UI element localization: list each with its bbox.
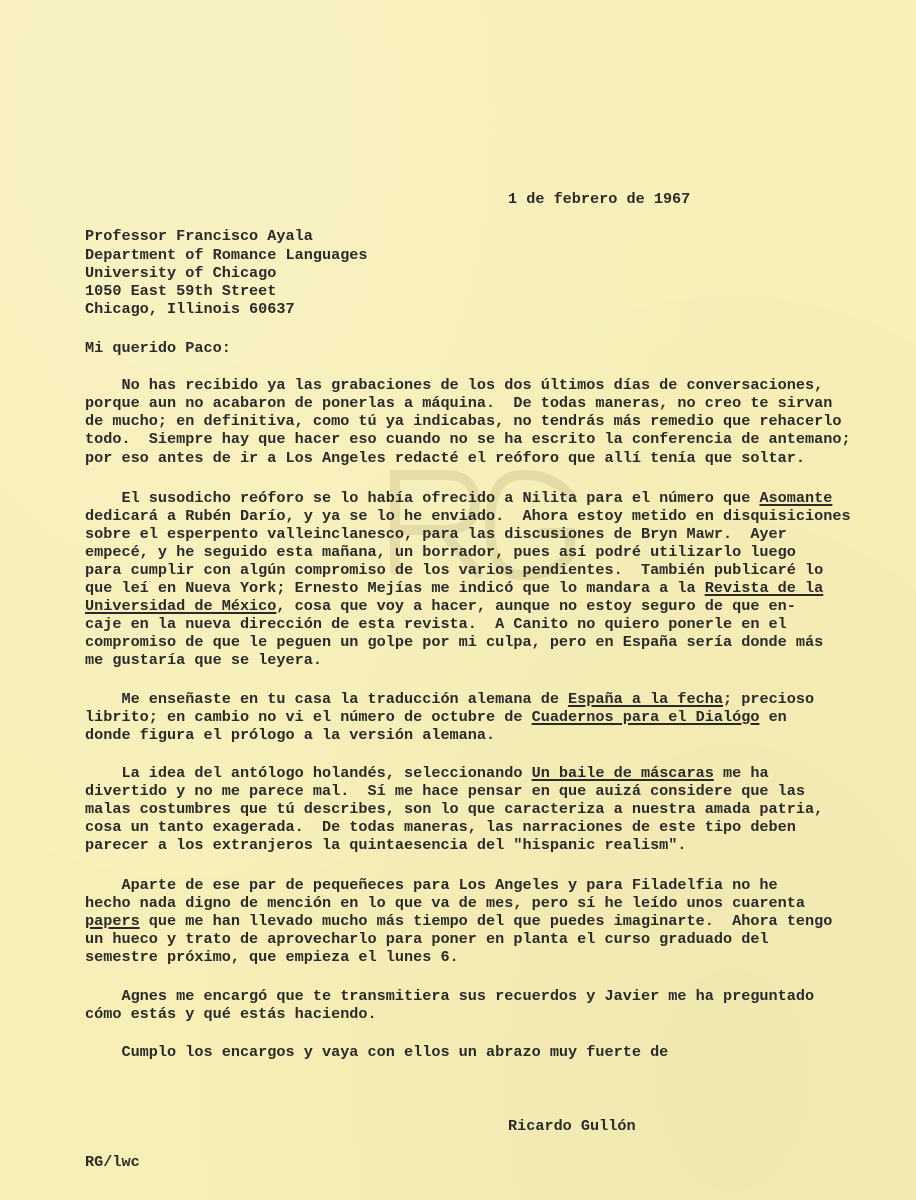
paragraph-3-line-3: donde figura el prólogo a la versión alemana.: [85, 726, 496, 744]
underlined-phrase: Cuadernos para el Dialógo: [531, 708, 760, 726]
address-line-3: University of Chicago: [85, 264, 277, 282]
paragraph-5-line-4: un hueco y trato de aprovecharlo para poner en planta el curso graduado del: [85, 930, 769, 948]
address-line-1: Professor Francisco Ayala: [85, 227, 313, 245]
closing-line: Cumplo los encargos y vaya con ellos un abrazo muy fuerte de: [85, 1043, 669, 1061]
underlined-phrase: Revista de la: [704, 579, 824, 597]
paragraph-2-line-5: para cumplir con algún compromiso de los varios pendientes. También publicaré lo: [85, 561, 824, 579]
address-line-5: Chicago, Illinois 60637: [85, 300, 295, 318]
paragraph-4-line-4: cosa un tanto exagerada. De todas maneras, las narraciones de este tipo deben: [85, 818, 796, 836]
paragraph-4-line-3: malas costumbres que tú describes, son lo que caracteriza a nuestra amada patria,: [85, 800, 824, 818]
paragraph-2-line-6: que leí en Nueva York; Ernesto Mejías me indicó que lo mandara a la Revista de la: [85, 579, 824, 597]
paragraph-4-line-2: divertido y no me parece mal. Sí me hace pensar en que auizá considere que las: [85, 782, 806, 800]
paragraph-1-line-2: porque aun no acabaron de ponerlas a máquina. De todas maneras, no creo te sirvan: [85, 394, 833, 412]
paragraph-4-line-1: La idea del antólogo holandés, seleccionando Un baile de máscaras me ha: [85, 764, 769, 782]
paragraph-2-line-7: Universidad de México, cosa que voy a hacer, aunque no estoy seguro de que en-: [85, 597, 796, 615]
paragraph-2-line-4: empecé, y he seguido esta mañana, un borrador, pues así podré utilizarlo luego: [85, 543, 796, 561]
paragraph-1-line-3: de mucho; en definitiva, como tú ya indicabas, no tendrás más remedio que rehacerlo: [85, 412, 842, 430]
paragraph-5-line-5: semestre próximo, que empieza el lunes 6.: [85, 948, 459, 966]
paragraph-5-line-2: hecho nada digno de mención en lo que va de mes, pero sí he leído unos cuarenta: [85, 894, 806, 912]
paragraph-2-line-2: dedicará a Rubén Darío, y ya se lo he enviado. Ahora estoy metido en disquisiciones: [85, 507, 851, 525]
underlined-phrase: España a la fecha: [568, 690, 723, 708]
typist-initials: RG/lwc: [85, 1153, 140, 1171]
paragraph-2-line-9: compromiso de que le peguen un golpe por mi culpa, pero en España sería donde más: [85, 633, 824, 651]
paragraph-2-line-10: me gustaría que se leyera.: [85, 651, 322, 669]
address-line-4: 1050 East 59th Street: [85, 282, 277, 300]
paragraph-2-line-1: El susodicho reóforo se lo había ofrecido a Nilita para el número que Asomante: [85, 489, 833, 507]
paragraph-2-line-8: caje en la nueva dirección de esta revista. A Canito no quiero ponerle en el: [85, 615, 787, 633]
paragraph-4-line-5: parecer a los extranjeros la quintaesencia del "hispanic realism".: [85, 836, 687, 854]
paragraph-3-line-1: Me enseñaste en tu casa la traducción alemana de España a la fecha; precioso: [85, 690, 815, 708]
paragraph-6-line-2: cómo estás y qué estás haciendo.: [85, 1005, 377, 1023]
address-line-2: Department of Romance Languages: [85, 246, 368, 264]
underlined-phrase: papers: [85, 912, 140, 930]
underlined-phrase: Asomante: [759, 489, 833, 507]
paragraph-1-line-5: por eso antes de ir a Los Angeles redacté el reóforo que allí tenía que soltar.: [85, 449, 806, 467]
paragraph-6-line-1: Agnes me encargó que te transmitiera sus recuerdos y Javier me ha preguntado: [85, 987, 815, 1005]
underlined-phrase: Un baile de máscaras: [531, 764, 714, 782]
paragraph-2-line-3: sobre el esperpento valleinclanesco, para las discusiones de Bryn Mawr. Ayer: [85, 525, 787, 543]
paragraph-3-line-2: librito; en cambio no vi el número de octubre de Cuadernos para el Dialógo en: [85, 708, 787, 726]
paragraph-1-line-4: todo. Siempre hay que hacer eso cuando no se ha escrito la conferencia de antemano;: [85, 430, 851, 448]
letter-date: 1 de febrero de 1967: [508, 190, 691, 208]
paragraph-1-line-1: No has recibido ya las grabaciones de los dos últimos días de conversaciones,: [85, 376, 824, 394]
paragraph-5-line-1: Aparte de ese par de pequeñeces para Los Angeles y para Filadelfia no he: [85, 876, 778, 894]
salutation: Mi querido Paco:: [85, 339, 231, 357]
underlined-phrase: Universidad de México: [85, 597, 277, 615]
paragraph-5-line-3: papers que me han llevado mucho más tiempo del que puedes imaginarte. Ahora tengo: [85, 912, 833, 930]
signature-name: Ricardo Gullón: [508, 1117, 636, 1135]
